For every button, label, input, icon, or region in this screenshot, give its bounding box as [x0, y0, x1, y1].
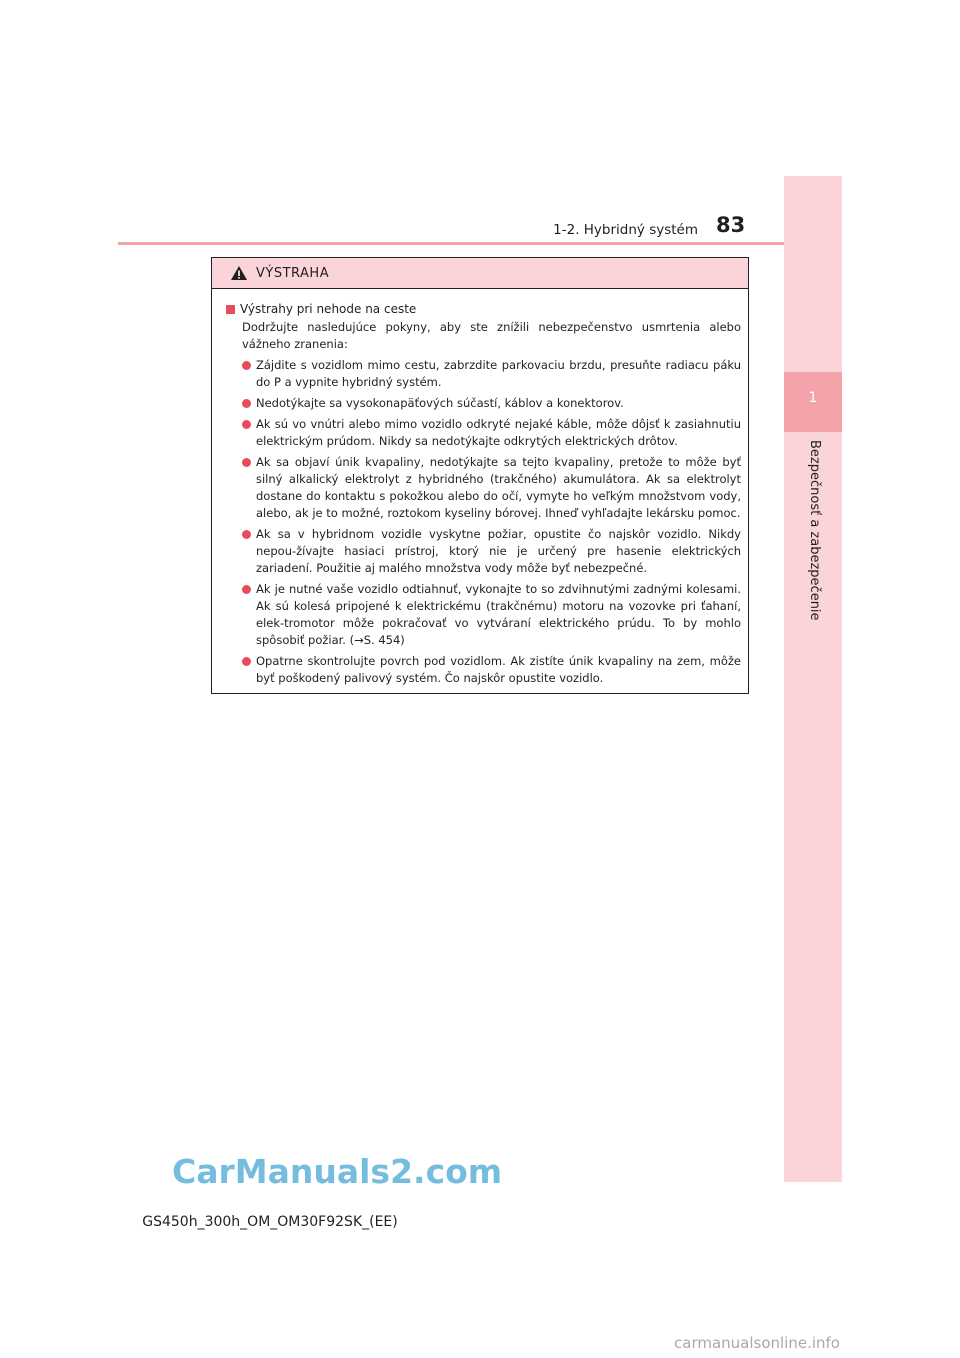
warning-header: [212, 258, 748, 289]
list-item: [242, 395, 741, 412]
warning-title: VÝSTRAHA: [256, 265, 330, 281]
watermark[interactable]: CarManuals2.com: [172, 1152, 503, 1191]
page-number: 83: [716, 213, 746, 237]
bullet-dot-icon: [242, 420, 251, 429]
square-bullet-icon: [226, 305, 235, 314]
chapter-number: 1: [808, 390, 818, 406]
header-rule: [118, 242, 784, 245]
site-footer[interactable]: carmanualsonline.info: [674, 1334, 840, 1352]
list-item-text: Ak sa v hybridnom vozidle vyskytne požiar, opustite čo najskôr vozidlo. Nikdy nepou-žívajte hasiaci prístroj, ktorý nie je určený pre hasenie elektrických zariadení. Použitie aj malého množstva vody môže byť nebezpečné.: [256, 527, 741, 575]
topic-heading: Výstrahy pri nehode na ceste: [240, 302, 417, 316]
list-item: [242, 653, 741, 687]
intro-text: Dodržujte nasledujúce pokyny, aby ste znížili nebezpečenstvo usmrtenia alebo vážneho zranenia:: [242, 320, 741, 351]
bullet-dot-icon: [242, 361, 251, 370]
list-item: [242, 357, 741, 391]
list-item-text: Zájdite s vozidlom mimo cestu, zabrzdite parkovaciu brzdu, presuňte radiacu páku do P a vypnite hybridný systém.: [256, 358, 741, 389]
bullet-dot-icon: [242, 399, 251, 408]
list-item: [242, 416, 741, 450]
list-item-text: Ak sú vo vnútri alebo mimo vozidlo odkryté nejaké káble, môže dôjsť k zasiahnutiu elektrickým prúdom. Nikdy sa nedotýkajte odkrytých elektrických drôtov.: [256, 417, 741, 448]
list-item-text: Ak sa objaví únik kvapaliny, nedotýkajte sa tejto kvapaliny, pretože to môže byť silný alkalický elektrolyt z hybridného (trakčného) akumulátora. Ak sa elektrolyt dostane do kontaktu s pokožkou alebo do očí, vymyte ho veľkým množstvom vody, alebo, ak je to možné, roztokom kyseliny bórovej. Ihneď vyhľadajte lekársku pomoc.: [256, 455, 741, 520]
warning-body: [212, 289, 748, 687]
list-item-text: Ak je nutné vaše vozidlo odtiahnuť, vykonajte to so zdvihnutými zadnými kolesami. Ak sú kolesá pripojené k elektrickému (trakčnému) motoru na vozovke pri ťahaní, elek-tromotor môže pokračovať vo vytváraní elektrického prúdu. To by mohlo spôsobiť požiar. (→S. 454): [256, 582, 741, 647]
list-item: [242, 526, 741, 577]
list-item: [242, 581, 741, 649]
topic: [226, 301, 741, 318]
document-code: GS450h_300h_OM_OM30F92SK_(EE): [142, 1214, 398, 1230]
bullet-dot-icon: [242, 585, 251, 594]
list-item-text: Opatrne skontrolujte povrch pod vozidlom. Ak zistíte únik kvapaliny na zem, môže byť poškodený palivový systém. Čo najskôr opustite vozidlo.: [256, 654, 741, 685]
warning-triangle-icon: [230, 265, 248, 281]
bullet-dot-icon: [242, 657, 251, 666]
list-item: [242, 454, 741, 522]
bullet-dot-icon: [242, 458, 251, 467]
chapter-title: Bezpečnosť a zabezpečenie: [807, 440, 822, 621]
warning-box: [211, 257, 749, 694]
bullet-dot-icon: [242, 530, 251, 539]
section-title: 1-2. Hybridný systém: [553, 222, 698, 238]
list-item-text: Nedotýkajte sa vysokonapäťových súčastí, káblov a konektorov.: [256, 396, 624, 410]
